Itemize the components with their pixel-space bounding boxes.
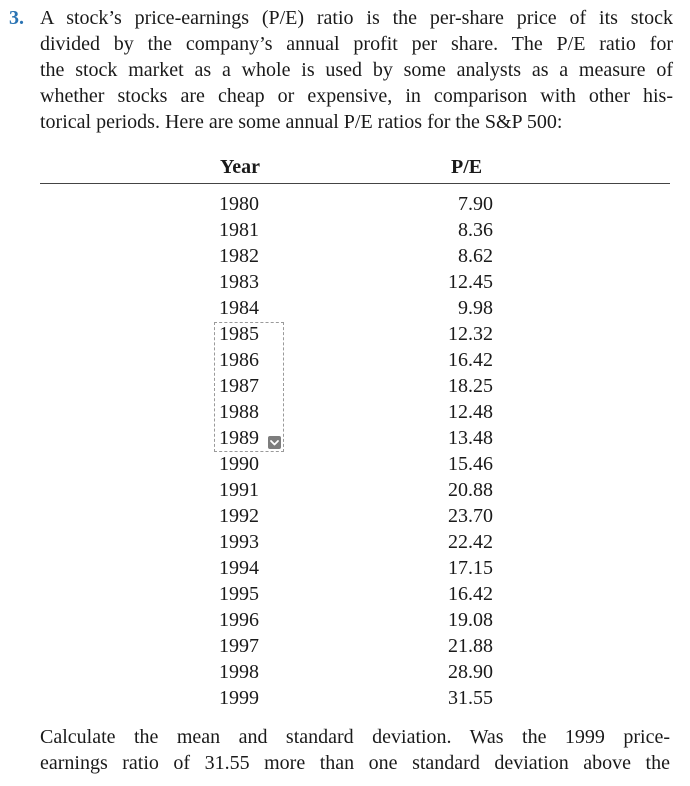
table-header xyxy=(40,156,670,184)
question-line: Calculate the mean and standard deviation. Was the 1999 price- xyxy=(40,726,670,748)
chevron-down-icon[interactable] xyxy=(268,436,281,449)
year-cell: 1996 xyxy=(219,609,259,631)
pe-cell: 19.08 xyxy=(448,609,493,631)
pe-cell: 16.42 xyxy=(448,349,493,371)
intro-line: the stock market as a whole is used by some analysts as a measure of xyxy=(40,59,673,81)
pe-cell: 12.48 xyxy=(448,401,493,423)
intro-line: whether stocks are cheap or expensive, in comparison with other his- xyxy=(40,85,673,107)
table-row xyxy=(40,323,670,349)
year-cell: 1985 xyxy=(219,323,259,345)
year-cell: 1987 xyxy=(219,375,259,397)
table-row xyxy=(40,349,670,375)
table-row xyxy=(40,609,670,635)
year-cell: 1980 xyxy=(219,193,259,215)
table-row xyxy=(40,453,670,479)
table-row xyxy=(40,219,670,245)
year-cell: 1982 xyxy=(219,245,259,267)
pe-cell: 17.15 xyxy=(448,557,493,579)
pe-cell: 28.90 xyxy=(448,661,493,683)
pe-cell: 13.48 xyxy=(448,427,493,449)
table-row xyxy=(40,427,670,453)
pe-cell: 23.70 xyxy=(448,505,493,527)
year-cell: 1983 xyxy=(219,271,259,293)
year-cell: 1986 xyxy=(219,349,259,371)
year-cell: 1989 xyxy=(219,427,259,449)
pe-cell: 31.55 xyxy=(448,687,493,709)
table-row xyxy=(40,297,670,323)
table-row xyxy=(40,635,670,661)
pe-cell: 8.62 xyxy=(458,245,493,267)
problem-number: 3. xyxy=(9,7,24,29)
pe-cell: 20.88 xyxy=(448,479,493,501)
pe-cell: 9.98 xyxy=(458,297,493,319)
table-row xyxy=(40,661,670,687)
year-cell: 1995 xyxy=(219,583,259,605)
pe-cell: 22.42 xyxy=(448,531,493,553)
year-cell: 1999 xyxy=(219,687,259,709)
year-cell: 1991 xyxy=(219,479,259,501)
year-cell: 1997 xyxy=(219,635,259,657)
year-cell: 1981 xyxy=(219,219,259,241)
question-line: earnings ratio of 31.55 more than one standard deviation above the xyxy=(40,752,670,774)
pe-cell: 16.42 xyxy=(448,583,493,605)
table-row xyxy=(40,583,670,609)
year-column-header: Year xyxy=(220,156,260,178)
problem-intro xyxy=(40,5,673,135)
pe-cell: 18.25 xyxy=(448,375,493,397)
pe-ratio-table xyxy=(40,156,670,713)
table-row xyxy=(40,687,670,713)
table-row xyxy=(40,271,670,297)
problem-block xyxy=(9,5,673,135)
pe-cell: 12.32 xyxy=(448,323,493,345)
table-row xyxy=(40,505,670,531)
intro-line: A stock’s price-earnings (P/E) ratio is the per-share price of its stock xyxy=(40,7,673,29)
table-body xyxy=(40,193,670,713)
year-selection-box[interactable] xyxy=(214,322,284,452)
pe-cell: 21.88 xyxy=(448,635,493,657)
table-row xyxy=(40,401,670,427)
year-cell: 1992 xyxy=(219,505,259,527)
intro-line: torical periods. Here are some annual P/E ratios for the S&P 500: xyxy=(40,111,563,133)
year-cell: 1998 xyxy=(219,661,259,683)
pe-cell: 12.45 xyxy=(448,271,493,293)
table-row xyxy=(40,479,670,505)
table-row xyxy=(40,531,670,557)
table-row xyxy=(40,193,670,219)
year-cell: 1990 xyxy=(219,453,259,475)
pe-cell: 15.46 xyxy=(448,453,493,475)
year-cell: 1988 xyxy=(219,401,259,423)
pe-cell: 8.36 xyxy=(458,219,493,241)
year-cell: 1994 xyxy=(219,557,259,579)
table-row xyxy=(40,245,670,271)
year-cell: 1993 xyxy=(219,531,259,553)
table-row xyxy=(40,557,670,583)
pe-column-header: P/E xyxy=(451,156,483,178)
intro-line: divided by the company’s annual profit per share. The P/E ratio for xyxy=(40,33,673,55)
pe-cell: 7.90 xyxy=(458,193,493,215)
year-cell: 1984 xyxy=(219,297,259,319)
table-row xyxy=(40,375,670,401)
question-block xyxy=(40,724,670,776)
